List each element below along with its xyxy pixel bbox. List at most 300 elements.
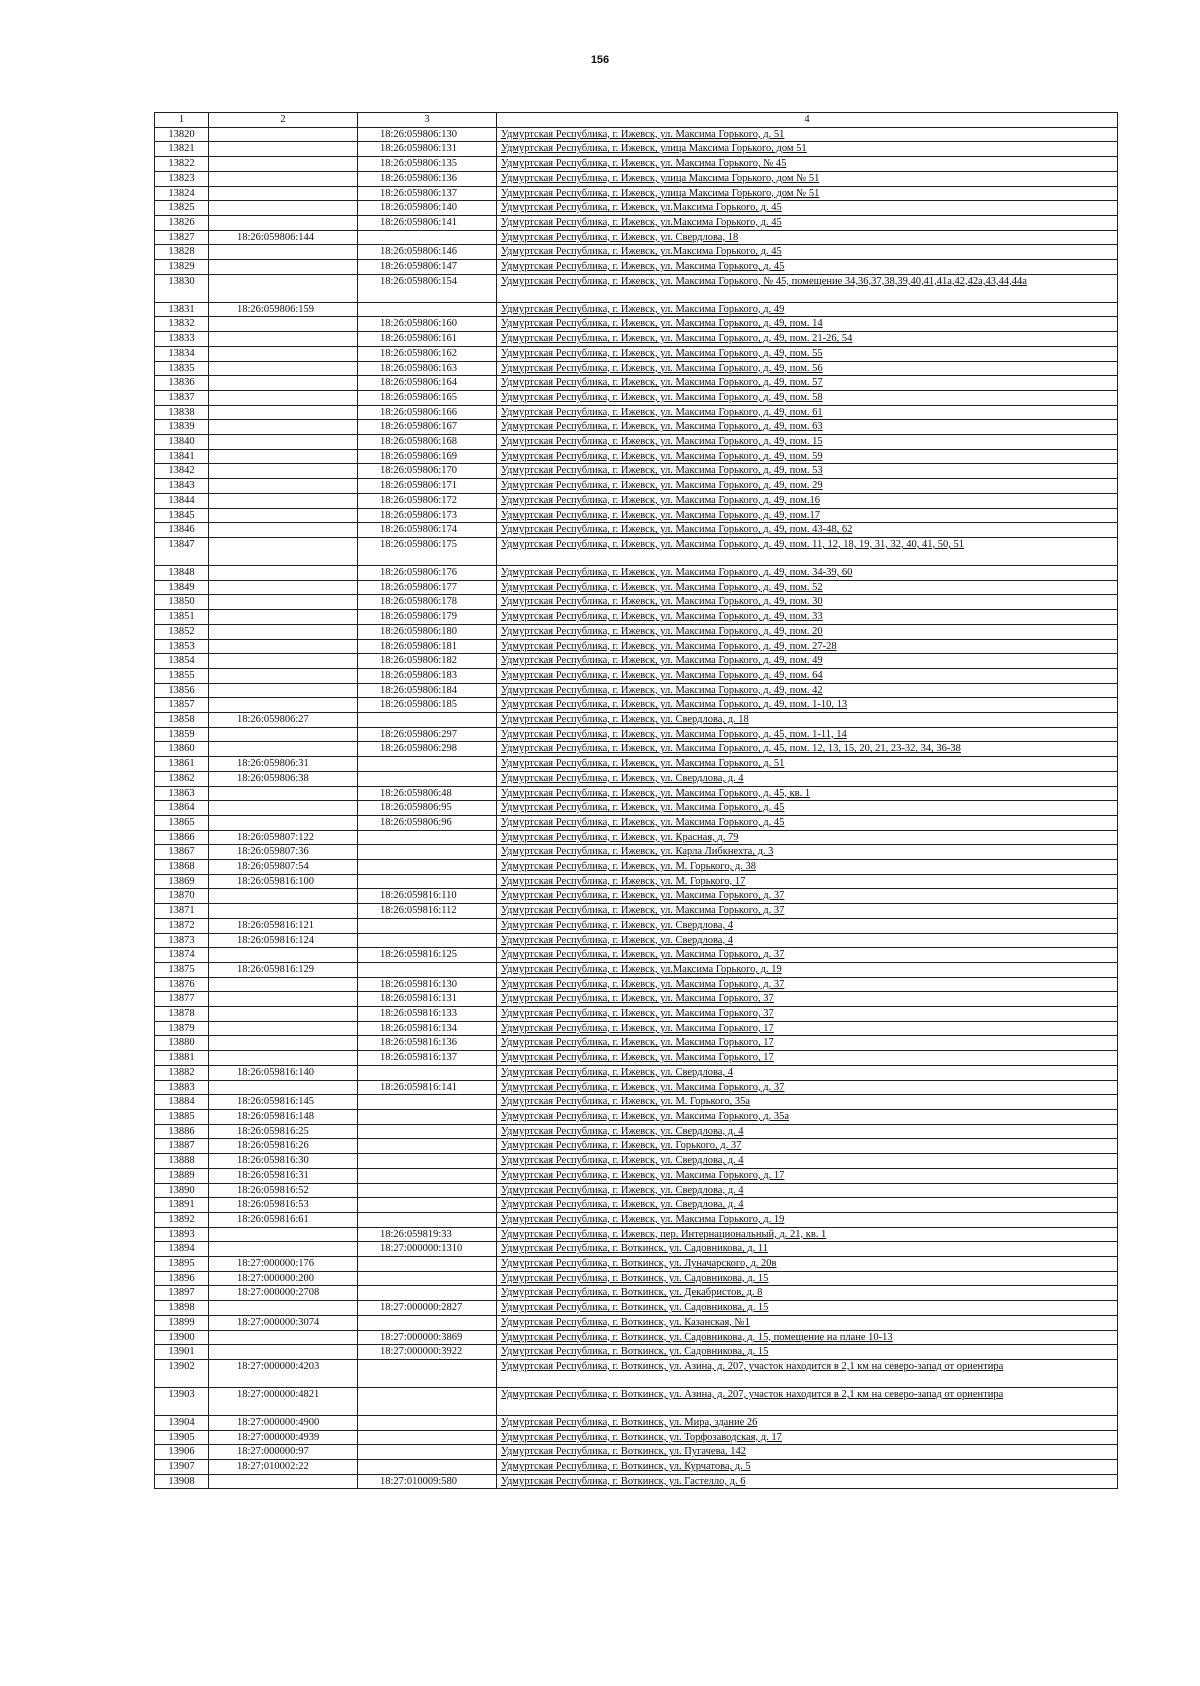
land-cadastral-number-cell — [209, 977, 358, 992]
land-cadastral-number-cell: 18:27:000000:4821 — [209, 1387, 358, 1415]
premises-cadastral-number-cell: 18:26:059806:173 — [358, 508, 497, 523]
table-row — [155, 698, 1118, 713]
table-row — [155, 1315, 1118, 1330]
premises-cadastral-number-cell: 18:26:059806:164 — [358, 376, 497, 391]
address-cell: Удмуртская Республика, г. Ижевск, ул. Свердлова, д. 18 — [497, 713, 1118, 728]
row-number-cell: 13848 — [155, 565, 209, 580]
address-cell: Удмуртская Республика, г. Воткинск, ул. Гастелло, д. 6 — [497, 1474, 1118, 1489]
land-cadastral-number-cell: 18:26:059806:144 — [209, 230, 358, 245]
address-cell: Удмуртская Республика, г. Воткинск, ул. Декабристов, д. 8 — [497, 1286, 1118, 1301]
row-number-cell: 13893 — [155, 1227, 209, 1242]
table-row — [155, 1080, 1118, 1095]
address-cell: Удмуртская Республика, г. Ижевск, ул. Максима Горького, д. 45 — [497, 815, 1118, 830]
address-cell: Удмуртская Республика, г. Ижевск, ул. Максима Горького, д. 19 — [497, 1212, 1118, 1227]
column-header: 1 — [155, 113, 209, 128]
row-number-cell: 13875 — [155, 962, 209, 977]
premises-cadastral-number-cell: 18:26:059806:141 — [358, 215, 497, 230]
table-row — [155, 801, 1118, 816]
row-number-cell: 13868 — [155, 860, 209, 875]
row-number-cell: 13825 — [155, 201, 209, 216]
premises-cadastral-number-cell: 18:26:059806:178 — [358, 595, 497, 610]
table-row — [155, 1212, 1118, 1227]
table-row — [155, 918, 1118, 933]
table-row — [155, 142, 1118, 157]
address-cell: Удмуртская Республика, г. Ижевск, ул. Максима Горького, д. 45 — [497, 260, 1118, 275]
registry-table — [154, 112, 1118, 1489]
row-number-cell: 13850 — [155, 595, 209, 610]
table-row — [155, 1242, 1118, 1257]
row-number-cell: 13888 — [155, 1154, 209, 1169]
land-cadastral-number-cell — [209, 405, 358, 420]
land-cadastral-number-cell — [209, 889, 358, 904]
premises-cadastral-number-cell — [358, 1286, 497, 1301]
land-cadastral-number-cell — [209, 639, 358, 654]
row-number-cell: 13841 — [155, 449, 209, 464]
premises-cadastral-number-cell — [358, 1257, 497, 1272]
address-cell: Удмуртская Республика, г. Ижевск, пер. Интернациональный, д. 21, кв. 1 — [497, 1227, 1118, 1242]
address-cell: Удмуртская Республика, г. Ижевск, ул. Свердлова, 4 — [497, 918, 1118, 933]
premises-cadastral-number-cell: 18:26:059816:137 — [358, 1051, 497, 1066]
land-cadastral-number-cell — [209, 992, 358, 1007]
land-cadastral-number-cell: 18:27:000000:4203 — [209, 1359, 358, 1387]
land-cadastral-number-cell — [209, 610, 358, 625]
land-cadastral-number-cell — [209, 727, 358, 742]
premises-cadastral-number-cell — [358, 962, 497, 977]
premises-cadastral-number-cell: 18:26:059816:125 — [358, 948, 497, 963]
premises-cadastral-number-cell: 18:26:059806:135 — [358, 157, 497, 172]
premises-cadastral-number-cell — [358, 713, 497, 728]
address-cell: Удмуртская Республика, г. Ижевск, ул. Максима Горького, № 45 — [497, 157, 1118, 172]
row-number-cell: 13890 — [155, 1183, 209, 1198]
land-cadastral-number-cell: 18:26:059816:25 — [209, 1124, 358, 1139]
address-cell: Удмуртская Республика, г. Ижевск, ул. Горького, д. 37 — [497, 1139, 1118, 1154]
land-cadastral-number-cell — [209, 786, 358, 801]
premises-cadastral-number-cell — [358, 1430, 497, 1445]
address-cell: Удмуртская Республика, г. Ижевск, ул. Максима Горького, 17 — [497, 1051, 1118, 1066]
table-row — [155, 1007, 1118, 1022]
table-row — [155, 274, 1118, 302]
table-row — [155, 332, 1118, 347]
land-cadastral-number-cell — [209, 565, 358, 580]
address-cell: Удмуртская Республика, г. Ижевск, ул. Максима Горького, д. 49, пом. 58 — [497, 390, 1118, 405]
row-number-cell: 13866 — [155, 830, 209, 845]
table-row — [155, 376, 1118, 391]
land-cadastral-number-cell: 18:27:000000:176 — [209, 1257, 358, 1272]
address-cell: Удмуртская Республика, г. Ижевск, ул. Максима Горького, д. 49, пом. 57 — [497, 376, 1118, 391]
land-cadastral-number-cell — [209, 215, 358, 230]
row-number-cell: 13843 — [155, 479, 209, 494]
row-number-cell: 13835 — [155, 361, 209, 376]
premises-cadastral-number-cell — [358, 1271, 497, 1286]
land-cadastral-number-cell: 18:27:000000:2708 — [209, 1286, 358, 1301]
row-number-cell: 13896 — [155, 1271, 209, 1286]
address-cell: Удмуртская Республика, г. Ижевск, ул. Максима Горького, д. 49 — [497, 302, 1118, 317]
address-cell: Удмуртская Республика, г. Воткинск, ул. Садовникова, д. 15, помещение на плане 10-13 — [497, 1330, 1118, 1345]
row-number-cell: 13859 — [155, 727, 209, 742]
address-cell: Удмуртская Республика, г. Ижевск, ул. Красная, д. 79 — [497, 830, 1118, 845]
address-cell: Удмуртская Республика, г. Ижевск, ул. М. Горького, д. 38 — [497, 860, 1118, 875]
premises-cadastral-number-cell: 18:26:059806:185 — [358, 698, 497, 713]
land-cadastral-number-cell: 18:26:059806:159 — [209, 302, 358, 317]
table-row — [155, 302, 1118, 317]
row-number-cell: 13822 — [155, 157, 209, 172]
premises-cadastral-number-cell: 18:26:059806:174 — [358, 523, 497, 538]
premises-cadastral-number-cell — [358, 302, 497, 317]
premises-cadastral-number-cell: 18:26:059806:172 — [358, 493, 497, 508]
address-cell: Удмуртская Республика, г. Ижевск, ул. Максима Горького, д. 49, пом. 63 — [497, 420, 1118, 435]
row-number-cell: 13864 — [155, 801, 209, 816]
premises-cadastral-number-cell: 18:26:059806:95 — [358, 801, 497, 816]
premises-cadastral-number-cell — [358, 1124, 497, 1139]
premises-cadastral-number-cell: 18:26:059806:297 — [358, 727, 497, 742]
premises-cadastral-number-cell: 18:27:010009:580 — [358, 1474, 497, 1489]
table-row — [155, 1168, 1118, 1183]
land-cadastral-number-cell — [209, 742, 358, 757]
land-cadastral-number-cell: 18:26:059816:61 — [209, 1212, 358, 1227]
row-number-cell: 13870 — [155, 889, 209, 904]
premises-cadastral-number-cell: 18:26:059806:184 — [358, 683, 497, 698]
land-cadastral-number-cell — [209, 449, 358, 464]
premises-cadastral-number-cell — [358, 1154, 497, 1169]
premises-cadastral-number-cell: 18:26:059806:183 — [358, 668, 497, 683]
table-row — [155, 1345, 1118, 1360]
premises-cadastral-number-cell: 18:26:059806:181 — [358, 639, 497, 654]
premises-cadastral-number-cell: 18:26:059806:48 — [358, 786, 497, 801]
table-row — [155, 1065, 1118, 1080]
table-row — [155, 1183, 1118, 1198]
premises-cadastral-number-cell — [358, 860, 497, 875]
table-row — [155, 845, 1118, 860]
address-cell: Удмуртская Республика, г. Воткинск, ул. Азина, д. 207, участок находится в 2,1 км на северо-запад от ориентира — [497, 1387, 1118, 1415]
row-number-cell: 13894 — [155, 1242, 209, 1257]
row-number-cell: 13899 — [155, 1315, 209, 1330]
address-cell: Удмуртская Республика, г. Ижевск, ул. Свердлова, д. 4 — [497, 771, 1118, 786]
land-cadastral-number-cell — [209, 157, 358, 172]
land-cadastral-number-cell: 18:26:059816:145 — [209, 1095, 358, 1110]
premises-cadastral-number-cell: 18:26:059806:177 — [358, 580, 497, 595]
table-row — [155, 713, 1118, 728]
premises-cadastral-number-cell: 18:27:000000:3869 — [358, 1330, 497, 1345]
table-row — [155, 771, 1118, 786]
row-number-cell: 13839 — [155, 420, 209, 435]
address-cell: Удмуртская Республика, г. Ижевск, ул.Максима Горького, д. 19 — [497, 962, 1118, 977]
table-row — [155, 1021, 1118, 1036]
address-cell: Удмуртская Республика, г. Ижевск, ул.Максима Горького, д. 45 — [497, 245, 1118, 260]
land-cadastral-number-cell: 18:27:000000:200 — [209, 1271, 358, 1286]
premises-cadastral-number-cell — [358, 1415, 497, 1430]
address-cell: Удмуртская Республика, г. Ижевск, ул. Максима Горького, 17 — [497, 1021, 1118, 1036]
address-cell: Удмуртская Республика, г. Ижевск, ул. Максима Горького, д. 49, пом. 55 — [497, 346, 1118, 361]
land-cadastral-number-cell — [209, 201, 358, 216]
land-cadastral-number-cell — [209, 376, 358, 391]
premises-cadastral-number-cell: 18:26:059816:130 — [358, 977, 497, 992]
row-number-cell: 13828 — [155, 245, 209, 260]
table-row — [155, 215, 1118, 230]
premises-cadastral-number-cell: 18:26:059806:298 — [358, 742, 497, 757]
land-cadastral-number-cell — [209, 1036, 358, 1051]
table-row — [155, 186, 1118, 201]
table-row — [155, 1460, 1118, 1475]
table-row — [155, 1430, 1118, 1445]
address-cell: Удмуртская Республика, г. Ижевск, ул. Максима Горького, д. 35а — [497, 1110, 1118, 1125]
row-number-cell: 13874 — [155, 948, 209, 963]
premises-cadastral-number-cell: 18:26:059806:96 — [358, 815, 497, 830]
land-cadastral-number-cell: 18:26:059816:30 — [209, 1154, 358, 1169]
premises-cadastral-number-cell — [358, 1387, 497, 1415]
row-number-cell: 13879 — [155, 1021, 209, 1036]
land-cadastral-number-cell: 18:26:059806:31 — [209, 757, 358, 772]
table-row — [155, 464, 1118, 479]
premises-cadastral-number-cell: 18:27:000000:3922 — [358, 1345, 497, 1360]
address-cell: Удмуртская Республика, г. Ижевск, ул. Максима Горького, д. 49, пом. 14 — [497, 317, 1118, 332]
row-number-cell: 13820 — [155, 127, 209, 142]
land-cadastral-number-cell — [209, 624, 358, 639]
address-cell: Удмуртская Республика, г. Ижевск, ул. Максима Горького, д. 49, пом. 56 — [497, 361, 1118, 376]
land-cadastral-number-cell: 18:26:059816:53 — [209, 1198, 358, 1213]
premises-cadastral-number-cell: 18:26:059806:169 — [358, 449, 497, 464]
address-cell: Удмуртская Республика, г. Ижевск, ул. Свердлова, 4 — [497, 933, 1118, 948]
premises-cadastral-number-cell: 18:26:059806:168 — [358, 435, 497, 450]
address-cell: Удмуртская Республика, г. Ижевск, ул. Максима Горького, № 45, помещение 34,36,37,38,39,40,41,41а,42,42а,43,44,44а — [497, 274, 1118, 302]
row-number-cell: 13821 — [155, 142, 209, 157]
premises-cadastral-number-cell: 18:26:059806:160 — [358, 317, 497, 332]
land-cadastral-number-cell: 18:26:059807:122 — [209, 830, 358, 845]
table-row — [155, 1124, 1118, 1139]
table-row — [155, 1474, 1118, 1489]
row-number-cell: 13823 — [155, 171, 209, 186]
table-row — [155, 727, 1118, 742]
table-row — [155, 1301, 1118, 1316]
land-cadastral-number-cell: 18:27:000000:4939 — [209, 1430, 358, 1445]
premises-cadastral-number-cell: 18:26:059806:180 — [358, 624, 497, 639]
row-number-cell: 13837 — [155, 390, 209, 405]
land-cadastral-number-cell — [209, 317, 358, 332]
row-number-cell: 13903 — [155, 1387, 209, 1415]
row-number-cell: 13908 — [155, 1474, 209, 1489]
land-cadastral-number-cell — [209, 420, 358, 435]
row-number-cell: 13834 — [155, 346, 209, 361]
table-row — [155, 1387, 1118, 1415]
table-row — [155, 1051, 1118, 1066]
land-cadastral-number-cell — [209, 361, 358, 376]
table-row — [155, 230, 1118, 245]
premises-cadastral-number-cell — [358, 230, 497, 245]
address-cell: Удмуртская Республика, г. Ижевск, ул. Максима Горького, д. 49, пом. 15 — [497, 435, 1118, 450]
table-row — [155, 390, 1118, 405]
premises-cadastral-number-cell: 18:26:059806:130 — [358, 127, 497, 142]
land-cadastral-number-cell — [209, 580, 358, 595]
premises-cadastral-number-cell: 18:26:059806:167 — [358, 420, 497, 435]
row-number-cell: 13851 — [155, 610, 209, 625]
premises-cadastral-number-cell — [358, 1460, 497, 1475]
premises-cadastral-number-cell: 18:27:000000:2827 — [358, 1301, 497, 1316]
address-cell: Удмуртская Республика, г. Ижевск, ул. Свердлова, 4 — [497, 1065, 1118, 1080]
address-cell: Удмуртская Республика, г. Воткинск, ул. Садовникова, д. 15 — [497, 1345, 1118, 1360]
table-row — [155, 405, 1118, 420]
table-row — [155, 962, 1118, 977]
table-row — [155, 1271, 1118, 1286]
row-number-cell: 13855 — [155, 668, 209, 683]
premises-cadastral-number-cell — [358, 1110, 497, 1125]
table-row — [155, 1036, 1118, 1051]
premises-cadastral-number-cell — [358, 1065, 497, 1080]
row-number-cell: 13867 — [155, 845, 209, 860]
premises-cadastral-number-cell: 18:26:059816:133 — [358, 1007, 497, 1022]
land-cadastral-number-cell: 18:26:059816:26 — [209, 1139, 358, 1154]
land-cadastral-number-cell — [209, 801, 358, 816]
premises-cadastral-number-cell: 18:26:059806:136 — [358, 171, 497, 186]
land-cadastral-number-cell — [209, 508, 358, 523]
land-cadastral-number-cell: 18:26:059816:129 — [209, 962, 358, 977]
address-cell: Удмуртская Республика, г. Ижевск, ул. Свердлова, 18 — [497, 230, 1118, 245]
table-row — [155, 1154, 1118, 1169]
table-row — [155, 610, 1118, 625]
address-cell: Удмуртская Республика, г. Ижевск, ул. Максима Горького, 17 — [497, 1036, 1118, 1051]
premises-cadastral-number-cell: 18:26:059819:33 — [358, 1227, 497, 1242]
table-row — [155, 683, 1118, 698]
premises-cadastral-number-cell: 18:26:059806:171 — [358, 479, 497, 494]
address-cell: Удмуртская Республика, г. Ижевск, ул. Максима Горького, д. 49, пом. 52 — [497, 580, 1118, 595]
address-cell: Удмуртская Республика, г. Ижевск, ул. Свердлова, д. 4 — [497, 1183, 1118, 1198]
row-number-cell: 13872 — [155, 918, 209, 933]
table-row — [155, 565, 1118, 580]
premises-cadastral-number-cell: 18:26:059806:137 — [358, 186, 497, 201]
premises-cadastral-number-cell — [358, 1359, 497, 1387]
address-cell: Удмуртская Республика, г. Ижевск, ул. Максима Горького, д. 49, пом. 21-26, 54 — [497, 332, 1118, 347]
land-cadastral-number-cell: 18:26:059816:140 — [209, 1065, 358, 1080]
table-row — [155, 742, 1118, 757]
land-cadastral-number-cell — [209, 1227, 358, 1242]
premises-cadastral-number-cell: 18:26:059816:136 — [358, 1036, 497, 1051]
address-cell: Удмуртская Республика, г. Воткинск, ул. Садовникова, д. 15 — [497, 1271, 1118, 1286]
premises-cadastral-number-cell: 18:26:059816:131 — [358, 992, 497, 1007]
table-row — [155, 127, 1118, 142]
land-cadastral-number-cell — [209, 346, 358, 361]
table-row — [155, 889, 1118, 904]
row-number-cell: 13885 — [155, 1110, 209, 1125]
row-number-cell: 13887 — [155, 1139, 209, 1154]
premises-cadastral-number-cell: 18:26:059806:176 — [358, 565, 497, 580]
row-number-cell: 13856 — [155, 683, 209, 698]
premises-cadastral-number-cell: 18:26:059806:179 — [358, 610, 497, 625]
premises-cadastral-number-cell: 18:27:000000:1310 — [358, 1242, 497, 1257]
row-number-cell: 13907 — [155, 1460, 209, 1475]
premises-cadastral-number-cell: 18:26:059816:112 — [358, 904, 497, 919]
land-cadastral-number-cell — [209, 1021, 358, 1036]
table-row — [155, 874, 1118, 889]
row-number-cell: 13833 — [155, 332, 209, 347]
address-cell: Удмуртская Республика, г. Воткинск, ул. Луначарского, д. 20в — [497, 1257, 1118, 1272]
column-header: 2 — [209, 113, 358, 128]
address-cell: Удмуртская Республика, г. Ижевск, ул. Максима Горького, д. 45, пом. 12, 13, 15, 20, 21, 23-32, 34, 36-38 — [497, 742, 1118, 757]
row-number-cell: 13860 — [155, 742, 209, 757]
land-cadastral-number-cell — [209, 1330, 358, 1345]
premises-cadastral-number-cell: 18:26:059806:175 — [358, 537, 497, 565]
address-cell: Удмуртская Республика, г. Ижевск, ул. Максима Горького, д. 49, пом. 30 — [497, 595, 1118, 610]
premises-cadastral-number-cell — [358, 933, 497, 948]
table-row — [155, 201, 1118, 216]
table-row — [155, 317, 1118, 332]
table-row — [155, 245, 1118, 260]
row-number-cell: 13862 — [155, 771, 209, 786]
row-number-cell: 13905 — [155, 1430, 209, 1445]
address-cell: Удмуртская Республика, г. Воткинск, ул. Курчатова, д. 5 — [497, 1460, 1118, 1475]
table-row — [155, 639, 1118, 654]
premises-cadastral-number-cell: 18:26:059806:161 — [358, 332, 497, 347]
land-cadastral-number-cell — [209, 435, 358, 450]
land-cadastral-number-cell — [209, 668, 358, 683]
table-row — [155, 449, 1118, 464]
row-number-cell: 13865 — [155, 815, 209, 830]
address-cell: Удмуртская Республика, г. Ижевск, ул. Максима Горького, д. 51 — [497, 127, 1118, 142]
address-cell: Удмуртская Республика, г. Воткинск, ул. Торфозаводская, д. 17 — [497, 1430, 1118, 1445]
land-cadastral-number-cell — [209, 537, 358, 565]
row-number-cell: 13846 — [155, 523, 209, 538]
row-number-cell: 13858 — [155, 713, 209, 728]
address-cell: Удмуртская Республика, г. Воткинск, ул. Пугачева, 142 — [497, 1445, 1118, 1460]
premises-cadastral-number-cell: 18:26:059806:147 — [358, 260, 497, 275]
table-row — [155, 1095, 1118, 1110]
table-row — [155, 346, 1118, 361]
address-cell: Удмуртская Республика, г. Ижевск, ул. Максима Горького, д. 49, пом. 53 — [497, 464, 1118, 479]
premises-cadastral-number-cell — [358, 830, 497, 845]
table-row — [155, 860, 1118, 875]
land-cadastral-number-cell — [209, 815, 358, 830]
row-number-cell: 13852 — [155, 624, 209, 639]
address-cell: Удмуртская Республика, г. Ижевск, ул. Максима Горького, д. 37 — [497, 948, 1118, 963]
address-cell: Удмуртская Республика, г. Ижевск, ул. Карла Либкнехта, д. 3 — [497, 845, 1118, 860]
land-cadastral-number-cell — [209, 1080, 358, 1095]
row-number-cell: 13854 — [155, 654, 209, 669]
row-number-cell: 13857 — [155, 698, 209, 713]
address-cell: Удмуртская Республика, г. Ижевск, ул. Максима Горького, д. 51 — [497, 757, 1118, 772]
address-cell: Удмуртская Республика, г. Ижевск, ул. Максима Горького, д. 49, пом.17 — [497, 508, 1118, 523]
land-cadastral-number-cell — [209, 464, 358, 479]
address-cell: Удмуртская Республика, г. Ижевск, улица Максима Горького, дом 51 — [497, 142, 1118, 157]
premises-cadastral-number-cell — [358, 1212, 497, 1227]
address-cell: Удмуртская Республика, г. Ижевск, ул.Максима Горького, д. 45 — [497, 215, 1118, 230]
address-cell: Удмуртская Республика, г. Ижевск, ул. Максима Горького, д. 17 — [497, 1168, 1118, 1183]
address-cell: Удмуртская Республика, г. Ижевск, ул. Максима Горького, д. 49, пом. 34-39, 60 — [497, 565, 1118, 580]
land-cadastral-number-cell — [209, 186, 358, 201]
table-row — [155, 1110, 1118, 1125]
row-number-cell: 13827 — [155, 230, 209, 245]
premises-cadastral-number-cell — [358, 1198, 497, 1213]
land-cadastral-number-cell — [209, 654, 358, 669]
premises-cadastral-number-cell: 18:26:059806:182 — [358, 654, 497, 669]
land-cadastral-number-cell: 18:26:059816:121 — [209, 918, 358, 933]
table-row — [155, 171, 1118, 186]
land-cadastral-number-cell — [209, 245, 358, 260]
premises-cadastral-number-cell — [358, 1445, 497, 1460]
land-cadastral-number-cell — [209, 274, 358, 302]
land-cadastral-number-cell — [209, 1051, 358, 1066]
row-number-cell: 13842 — [155, 464, 209, 479]
row-number-cell: 13844 — [155, 493, 209, 508]
table-row — [155, 157, 1118, 172]
premises-cadastral-number-cell — [358, 757, 497, 772]
land-cadastral-number-cell — [209, 523, 358, 538]
address-cell: Удмуртская Республика, г. Ижевск, ул. Максима Горького, д. 49, пом. 1-10, 13 — [497, 698, 1118, 713]
land-cadastral-number-cell: 18:27:000000:3074 — [209, 1315, 358, 1330]
table-row — [155, 948, 1118, 963]
address-cell: Удмуртская Республика, г. Ижевск, ул. М. Горького, 35а — [497, 1095, 1118, 1110]
row-number-cell: 13831 — [155, 302, 209, 317]
address-cell: Удмуртская Республика, г. Ижевск, ул. Максима Горького, д. 49, пом. 61 — [497, 405, 1118, 420]
row-number-cell: 13880 — [155, 1036, 209, 1051]
row-number-cell: 13897 — [155, 1286, 209, 1301]
table-row — [155, 537, 1118, 565]
